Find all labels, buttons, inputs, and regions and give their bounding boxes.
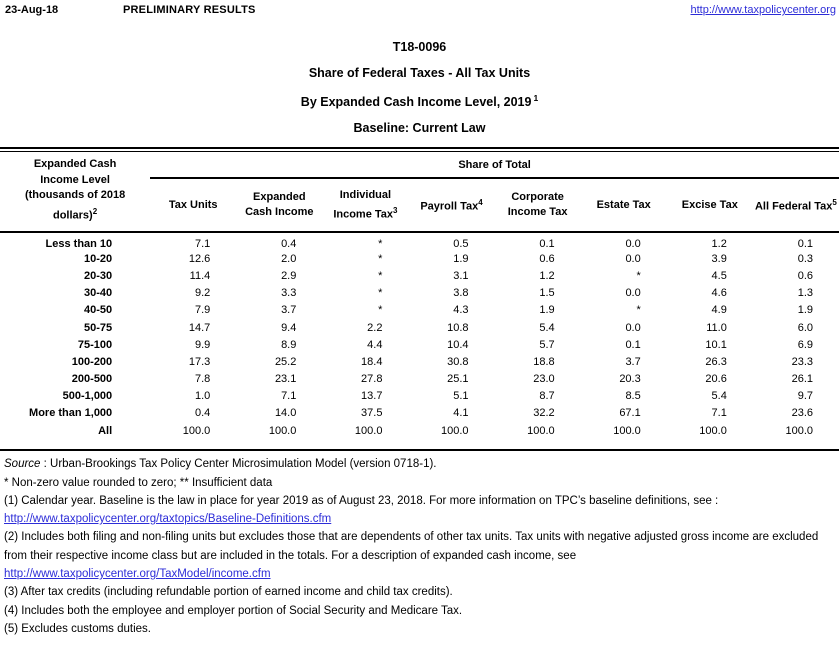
table-header <box>0 152 839 232</box>
value-cell: 100.0 <box>441 424 469 437</box>
value-cell: 8.5 <box>625 390 641 403</box>
symbol-note: * Non-zero value rounded to zero; ** Insufficient data <box>4 476 273 489</box>
income-level-label: 500-1,000 <box>62 390 113 403</box>
income-level-label: More than 1,000 <box>29 407 113 420</box>
value-cell: 11.0 <box>706 321 727 334</box>
table-row <box>0 370 839 387</box>
value-cell: 18.4 <box>361 355 383 368</box>
footnotes-list <box>4 492 839 638</box>
value-cell: 25.2 <box>274 355 297 368</box>
value-cell: 5.1 <box>453 390 469 403</box>
income-level-label: 75-100 <box>77 338 113 351</box>
value-cell: * <box>636 304 641 317</box>
value-cell: 1.2 <box>539 269 555 282</box>
value-cell: 13.7 <box>361 390 383 403</box>
column-header: Expanded Cash Income <box>236 178 322 232</box>
income-level-label: All <box>98 424 113 437</box>
value-cell: 67.1 <box>619 407 641 420</box>
share-of-total-header: Share of Total <box>150 152 839 178</box>
value-cell: 32.2 <box>533 407 555 420</box>
value-cell: 23.0 <box>533 373 555 386</box>
page-subtitle <box>0 86 839 116</box>
column-footnote-marker: 5 <box>832 198 837 208</box>
value-cell: 20.3 <box>619 373 641 386</box>
value-cell: 100.0 <box>527 424 555 437</box>
value-cell: 4.3 <box>453 304 469 317</box>
table-row <box>0 336 839 353</box>
tax-share-table <box>0 152 839 439</box>
value-cell: 5.4 <box>711 390 727 403</box>
value-cell: 25.1 <box>447 373 469 386</box>
column-header: Estate Tax <box>581 178 667 232</box>
value-cell: 7.8 <box>194 373 211 386</box>
value-cell: 9.7 <box>797 390 813 403</box>
column-header: All Federal Tax$^5$ <box>753 178 839 232</box>
table-row <box>0 285 839 302</box>
preliminary-results-label: PRELIMINARY RESULTS <box>123 4 256 16</box>
value-cell: 3.9 <box>711 252 727 265</box>
value-cell: 26.1 <box>791 373 813 386</box>
value-cell: 14.0 <box>274 407 297 420</box>
value-cell: 4.4 <box>367 338 383 351</box>
table-id: T18-0096 <box>392 40 447 54</box>
value-cell: 100.0 <box>182 424 211 437</box>
value-cell: 20.6 <box>705 373 727 386</box>
footnote-link[interactable]: http://www.taxpolicycenter.org/TaxModel/income.cfm <box>4 568 271 580</box>
income-level-label: 20-30 <box>84 269 113 282</box>
stub-header-line: dollars)$^2$ <box>52 206 98 222</box>
value-cell: 12.6 <box>188 252 211 265</box>
value-cell: 5.4 <box>539 321 555 334</box>
income-level-label: 30-40 <box>84 287 113 300</box>
value-cell: 27.8 <box>361 373 383 386</box>
value-cell: 1.9 <box>539 304 555 317</box>
value-cell: 4.9 <box>711 304 727 317</box>
value-cell: * <box>378 304 383 317</box>
value-cell: 0.0 <box>625 252 641 265</box>
footnotes <box>0 455 839 638</box>
value-cell: 26.3 <box>705 355 727 368</box>
table-row <box>0 388 839 405</box>
value-cell: 37.5 <box>361 407 383 420</box>
value-cell: 7.1 <box>194 238 211 251</box>
tax-share-table-block <box>0 147 839 451</box>
value-cell: * <box>378 252 383 265</box>
footnote-text: (1) Calendar year. Baseline is the law in place for year 2019 as of August 23, 2018. For more information on TPC’s baseline definitions, see : <box>4 494 719 507</box>
report-date: 23-Aug-18 <box>5 4 59 16</box>
value-cell: 10.8 <box>447 321 469 334</box>
table-top-rule-thick <box>0 147 839 149</box>
stub-header-line: Income Level <box>40 173 110 186</box>
value-cell: 0.4 <box>281 238 297 251</box>
value-cell: 0.0 <box>625 238 641 251</box>
value-cell: 8.9 <box>281 338 297 351</box>
baseline-label: Baseline: Current Law <box>353 120 486 135</box>
value-cell: 9.2 <box>194 287 211 300</box>
value-cell: 1.9 <box>797 304 813 317</box>
table-row <box>0 232 839 250</box>
site-link[interactable]: http://www.taxpolicycenter.org <box>690 4 836 16</box>
source-note <box>4 455 839 473</box>
footnote-text: (5) Excludes customs duties. <box>4 622 152 635</box>
value-cell: 100.0 <box>785 424 813 437</box>
value-cell: 0.6 <box>797 269 813 282</box>
value-cell: 100.0 <box>268 424 297 437</box>
stub-footnote-marker: 2 <box>92 206 98 216</box>
subtitle-footnote-marker: 1 <box>533 93 539 103</box>
value-cell: 1.3 <box>797 287 813 300</box>
page-subtitle-text: By Expanded Cash Income Level, 2019 <box>300 95 532 110</box>
value-cell: 0.1 <box>539 238 555 251</box>
value-cell: 3.3 <box>281 287 297 300</box>
column-header: Corporate Income Tax <box>495 178 581 232</box>
column-footnote-marker: 3 <box>393 205 398 215</box>
stub-header <box>0 152 150 232</box>
income-level-label: Less than 10 <box>45 238 113 251</box>
source-label: Source <box>4 458 41 471</box>
value-cell: 7.1 <box>711 407 727 420</box>
footnote-link-line <box>4 510 839 528</box>
value-cell: 0.1 <box>625 338 641 351</box>
table-row <box>0 319 839 336</box>
value-cell: 1.9 <box>453 252 469 265</box>
value-cell: 0.0 <box>625 321 641 334</box>
value-cell: 17.3 <box>188 355 211 368</box>
top-bar <box>0 0 839 18</box>
value-cell: 1.2 <box>711 238 727 251</box>
table-bottom-rule <box>0 449 839 451</box>
value-cell: 2.2 <box>367 321 383 334</box>
table-row <box>0 353 839 370</box>
value-cell: 18.8 <box>533 355 555 368</box>
value-cell: 100.0 <box>613 424 641 437</box>
value-cell: 23.3 <box>791 355 813 368</box>
column-header: Individual Income Tax$^3$ <box>322 178 408 232</box>
income-level-label: 100-200 <box>71 355 113 368</box>
value-cell: 1.0 <box>194 390 211 403</box>
table-row <box>0 422 839 439</box>
value-cell: 3.1 <box>453 269 469 282</box>
value-cell: 9.9 <box>194 338 211 351</box>
column-header: Tax Units <box>150 178 236 232</box>
footnote-link[interactable]: http://www.taxpolicycenter.org/taxtopics/Baseline-Definitions.cfm <box>4 513 332 526</box>
column-footnote-marker: 4 <box>478 198 483 208</box>
value-cell: 100.0 <box>699 424 727 437</box>
value-cell: 3.7 <box>625 355 641 368</box>
column-header: Excise Tax <box>667 178 753 232</box>
value-cell: * <box>378 238 383 251</box>
value-cell: * <box>378 269 383 282</box>
table-row <box>0 405 839 422</box>
table-row <box>0 267 839 284</box>
footnote-link-line <box>4 565 839 583</box>
value-cell: 1.5 <box>539 287 555 300</box>
value-cell: 2.0 <box>281 252 297 265</box>
table-body <box>0 232 839 439</box>
footnote-text: (2) Includes both filing and non-filing units but excludes those that are dependents of other tax units. Tax units with negative adjusted gross income are excluded from their respective income class but are included in the totals. For a description of expanded cash income, see <box>4 531 819 562</box>
value-cell: 3.7 <box>281 304 297 317</box>
value-cell: * <box>636 269 641 282</box>
value-cell: 5.7 <box>539 338 555 351</box>
value-cell: 7.9 <box>194 304 211 317</box>
value-cell: 6.0 <box>797 321 813 334</box>
value-cell: 30.8 <box>447 355 469 368</box>
value-cell: 0.5 <box>453 238 469 251</box>
table-row <box>0 250 839 267</box>
value-cell: 23.1 <box>274 373 297 386</box>
value-cell: 14.7 <box>188 321 211 334</box>
value-cell: 7.1 <box>281 390 297 403</box>
value-cell: 0.3 <box>797 252 813 265</box>
value-cell: 4.6 <box>711 287 727 300</box>
value-cell: 9.4 <box>281 321 297 334</box>
table-row <box>0 302 839 319</box>
footnote-text: (4) Includes both the employee and employer portion of Social Security and Medicare Tax. <box>4 604 463 617</box>
income-level-label: 200-500 <box>71 373 113 386</box>
value-cell: 10.4 <box>447 338 469 351</box>
value-cell: 23.6 <box>791 407 813 420</box>
income-level-label: 50-75 <box>84 321 113 334</box>
value-cell: * <box>378 287 383 300</box>
value-cell: 0.1 <box>797 238 813 251</box>
income-level-label: 40-50 <box>84 304 113 317</box>
value-cell: 4.1 <box>453 407 469 420</box>
page-title: Share of Federal Taxes - All Tax Units <box>308 65 531 80</box>
value-cell: 100.0 <box>354 424 383 437</box>
value-cell: 11.4 <box>189 269 211 282</box>
stub-header-line: (thousands of 2018 <box>24 189 126 202</box>
value-cell: 0.6 <box>539 252 555 265</box>
footnote-text: (3) After tax credits (including refundable portion of earned income and child tax credits). <box>4 586 453 599</box>
value-cell: 10.1 <box>705 338 727 351</box>
value-cell: 2.9 <box>281 269 297 282</box>
stub-header-line: Expanded Cash <box>33 158 117 171</box>
source-text: : Urban-Brookings Tax Policy Center Microsimulation Model (version 0718-1). <box>40 458 437 471</box>
income-level-label: 10-20 <box>84 252 113 265</box>
value-cell: 0.0 <box>625 287 641 300</box>
value-cell: 8.7 <box>539 390 555 403</box>
value-cell: 3.8 <box>453 287 469 300</box>
title-block <box>0 35 839 141</box>
value-cell: 4.5 <box>711 269 727 282</box>
value-cell: 6.9 <box>797 338 813 351</box>
value-cell: 0.4 <box>194 407 211 420</box>
column-header: Payroll Tax$^4$ <box>408 178 494 232</box>
